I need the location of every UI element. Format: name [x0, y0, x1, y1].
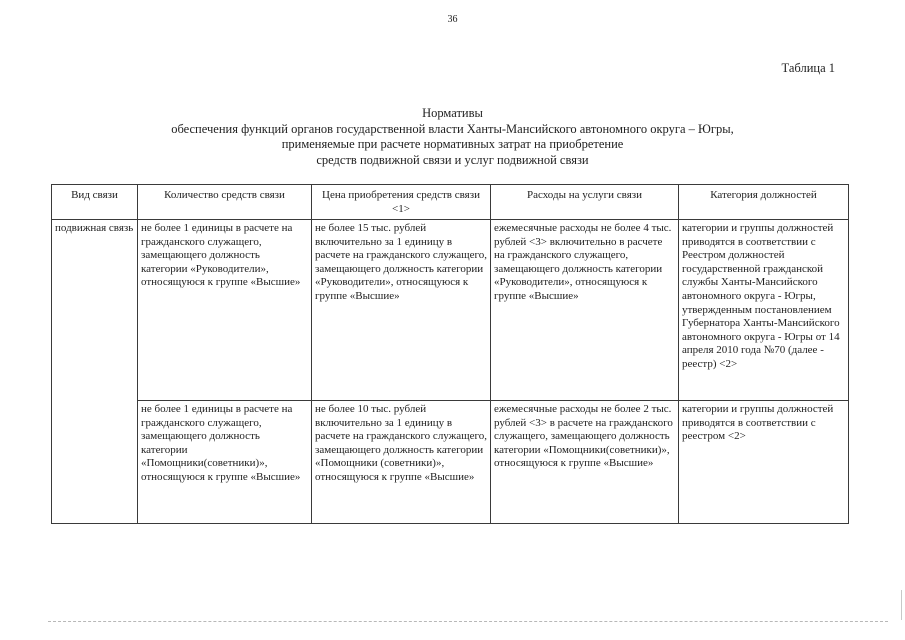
table-header-row — [52, 185, 849, 220]
category-cell: категории и группы должностей приводятся в соответствии с Реестром должностей государственной гражданской службы Ханты-Мансийского автономного округа - Югры, утвержденным постановлением Губернатора Ханты-Мансийского автономного округа - Югры от 14 апреля 2010 года №70 (далее - реестр) <2> — [679, 220, 849, 401]
table-row — [52, 220, 849, 401]
price-cell: не более 10 тыс. рублей включительно за 1 единицу в расчете на гражданского служащего, замещающего должность категории «Помощники (советники)», относящуюся к группе «Высшие» — [312, 401, 491, 524]
norms-table — [51, 184, 849, 524]
title-line-1: Нормативы — [422, 106, 483, 120]
header-price: Цена приобретения средств связи <1> — [312, 185, 491, 220]
header-quantity: Количество средств связи — [138, 185, 312, 220]
expenses-cell: ежемесячные расходы не более 4 тыс. рублей <3> включительно в расчете на гражданского служащего, замещающего должность категории «Руководители», относящуюся к группе «Высшие» — [491, 220, 679, 401]
header-communication-type: Вид связи — [52, 185, 138, 220]
page-edge-mark — [901, 590, 902, 620]
quantity-cell: не более 1 единицы в расчете на гражданского служащего, замещающего должность категории «Руководители», относящуюся к группе «Высшие» — [138, 220, 312, 401]
quantity-cell: не более 1 единицы в расчете на гражданского служащего, замещающего должность категории «Помощники(советники)», относящуюся к группе «Высшие» — [138, 401, 312, 524]
communication-type-cell: подвижная связь — [52, 220, 138, 524]
header-position-category: Категория должностей — [679, 185, 849, 220]
category-cell: категории и группы должностей приводятся в соответствии с реестром <2> — [679, 401, 849, 524]
page-number: 36 — [447, 14, 458, 25]
table-label: Таблица 1 — [781, 61, 835, 75]
header-expenses: Расходы на услуги связи — [491, 185, 679, 220]
document-title — [60, 106, 845, 168]
table-row — [52, 401, 849, 524]
title-line-4: средств подвижной связи и услуг подвижной связи — [316, 152, 589, 167]
footer-divider — [48, 621, 888, 622]
expenses-cell: ежемесячные расходы не более 2 тыс. рублей <3> в расчете на гражданского служащего, замещающего должность категории «Помощники(советники)», относящуюся к группе «Высшие» — [491, 401, 679, 524]
title-line-2: обеспечения функций органов государственной власти Ханты-Мансийского автономного округа – Югры, — [171, 121, 734, 136]
title-line-3: применяемые при расчете нормативных затрат на приобретение — [281, 137, 624, 151]
price-cell: не более 15 тыс. рублей включительно за 1 единицу в расчете на гражданского служащего, замещающего должность категории «Руководители», относящуюся к группе «Высшие» — [312, 220, 491, 401]
